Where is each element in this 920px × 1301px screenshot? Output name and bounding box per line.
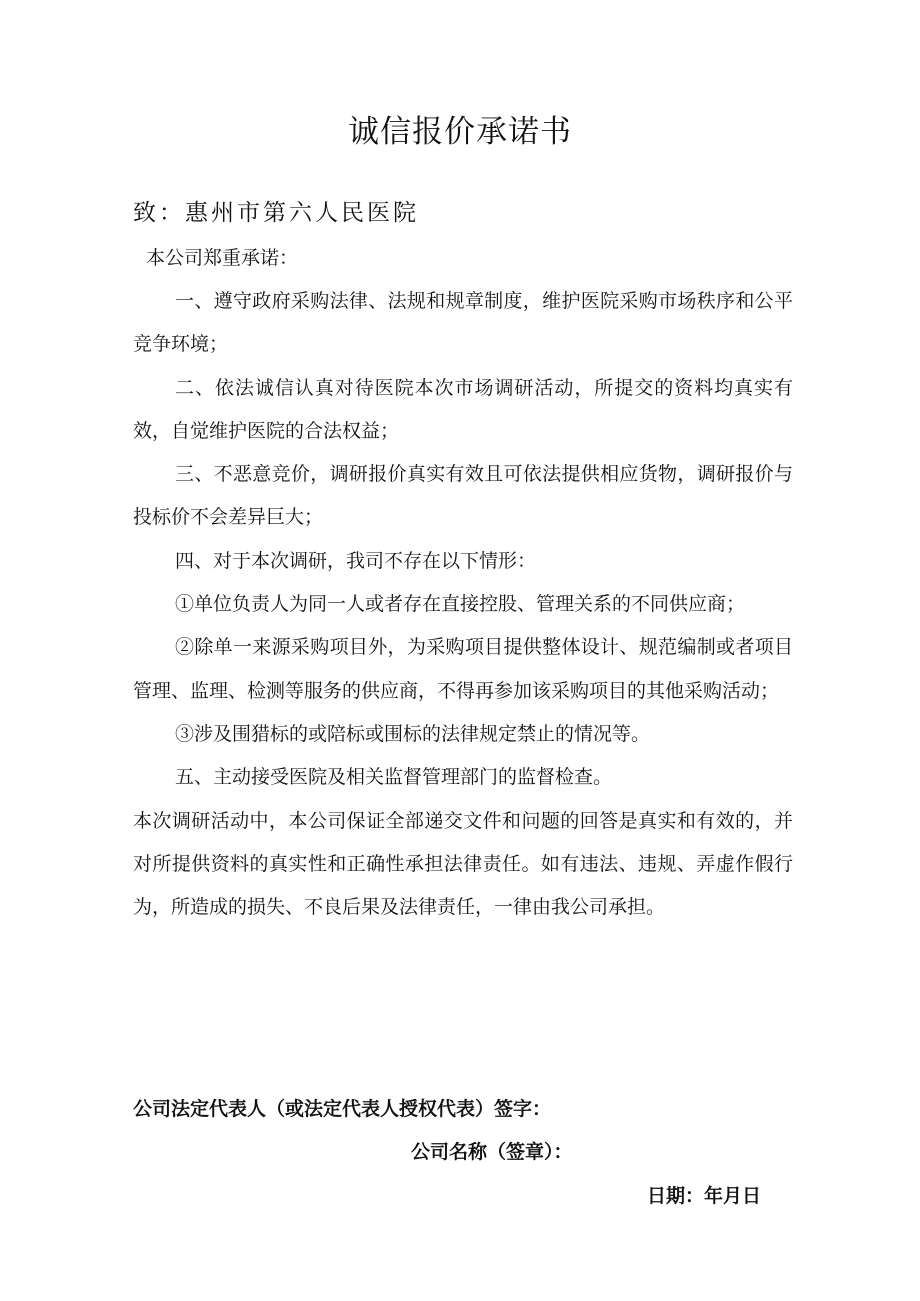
addressee-line: 致：惠州市第六人民医院 [133, 200, 419, 226]
paragraph-subitem-3: ③涉及围猎标的或陪标或围标的法律规定禁止的情况等。 [175, 722, 651, 745]
paragraph-item-1: 一、遵守政府采购法律、法规和规章制度，维护医院采购市场秩序和公平竞争环境； [133, 290, 793, 356]
commitment-body [133, 280, 793, 929]
paragraph-subitem-1: ①单位负责人为同一人或者存在直接控股、管理关系的不同供应商； [175, 593, 746, 616]
representative-signature-label: 公司法定代表人（或法定代表人授权代表）签字： [133, 1098, 552, 1120]
company-seal-label: 公司名称（签章）： [411, 1141, 573, 1163]
intro-line: 本公司郑重承诺： [146, 247, 299, 269]
paragraph-item-4: 四、对于本次调研，我司不存在以下情形： [175, 549, 537, 572]
paragraph-item-2: 二、依法诚信认真对待医院本次市场调研活动，所提交的资料均真实有效，自觉维护医院的合法权益； [133, 376, 793, 442]
document-title: 诚信报价承诺书 [348, 114, 572, 150]
closing-statement: 本次调研活动中，本公司保证全部递交文件和问题的回答是真实和有效的，并对所提供资料的真实性和正确性承担法律责任。如有违法、违规、弄虚作假行为，所造成的损失、不良后果及法律责任，一律由我公司承担。 [133, 809, 793, 919]
date-label: 日期：年月日 [647, 1185, 762, 1207]
paragraph-subitem-2: ②除单一来源采购项目外，为采购项目提供整体设计、规范编制或者项目管理、监理、检测等服务的供应商，不得再参加该采购项目的其他采购活动； [133, 636, 793, 702]
paragraph-item-5: 五、主动接受医院及相关监督管理部门的监督检查。 [175, 766, 613, 789]
paragraph-item-3: 三、不恶意竞价，调研报价真实有效且可依法提供相应货物，调研报价与投标价不会差异巨大； [133, 463, 793, 529]
